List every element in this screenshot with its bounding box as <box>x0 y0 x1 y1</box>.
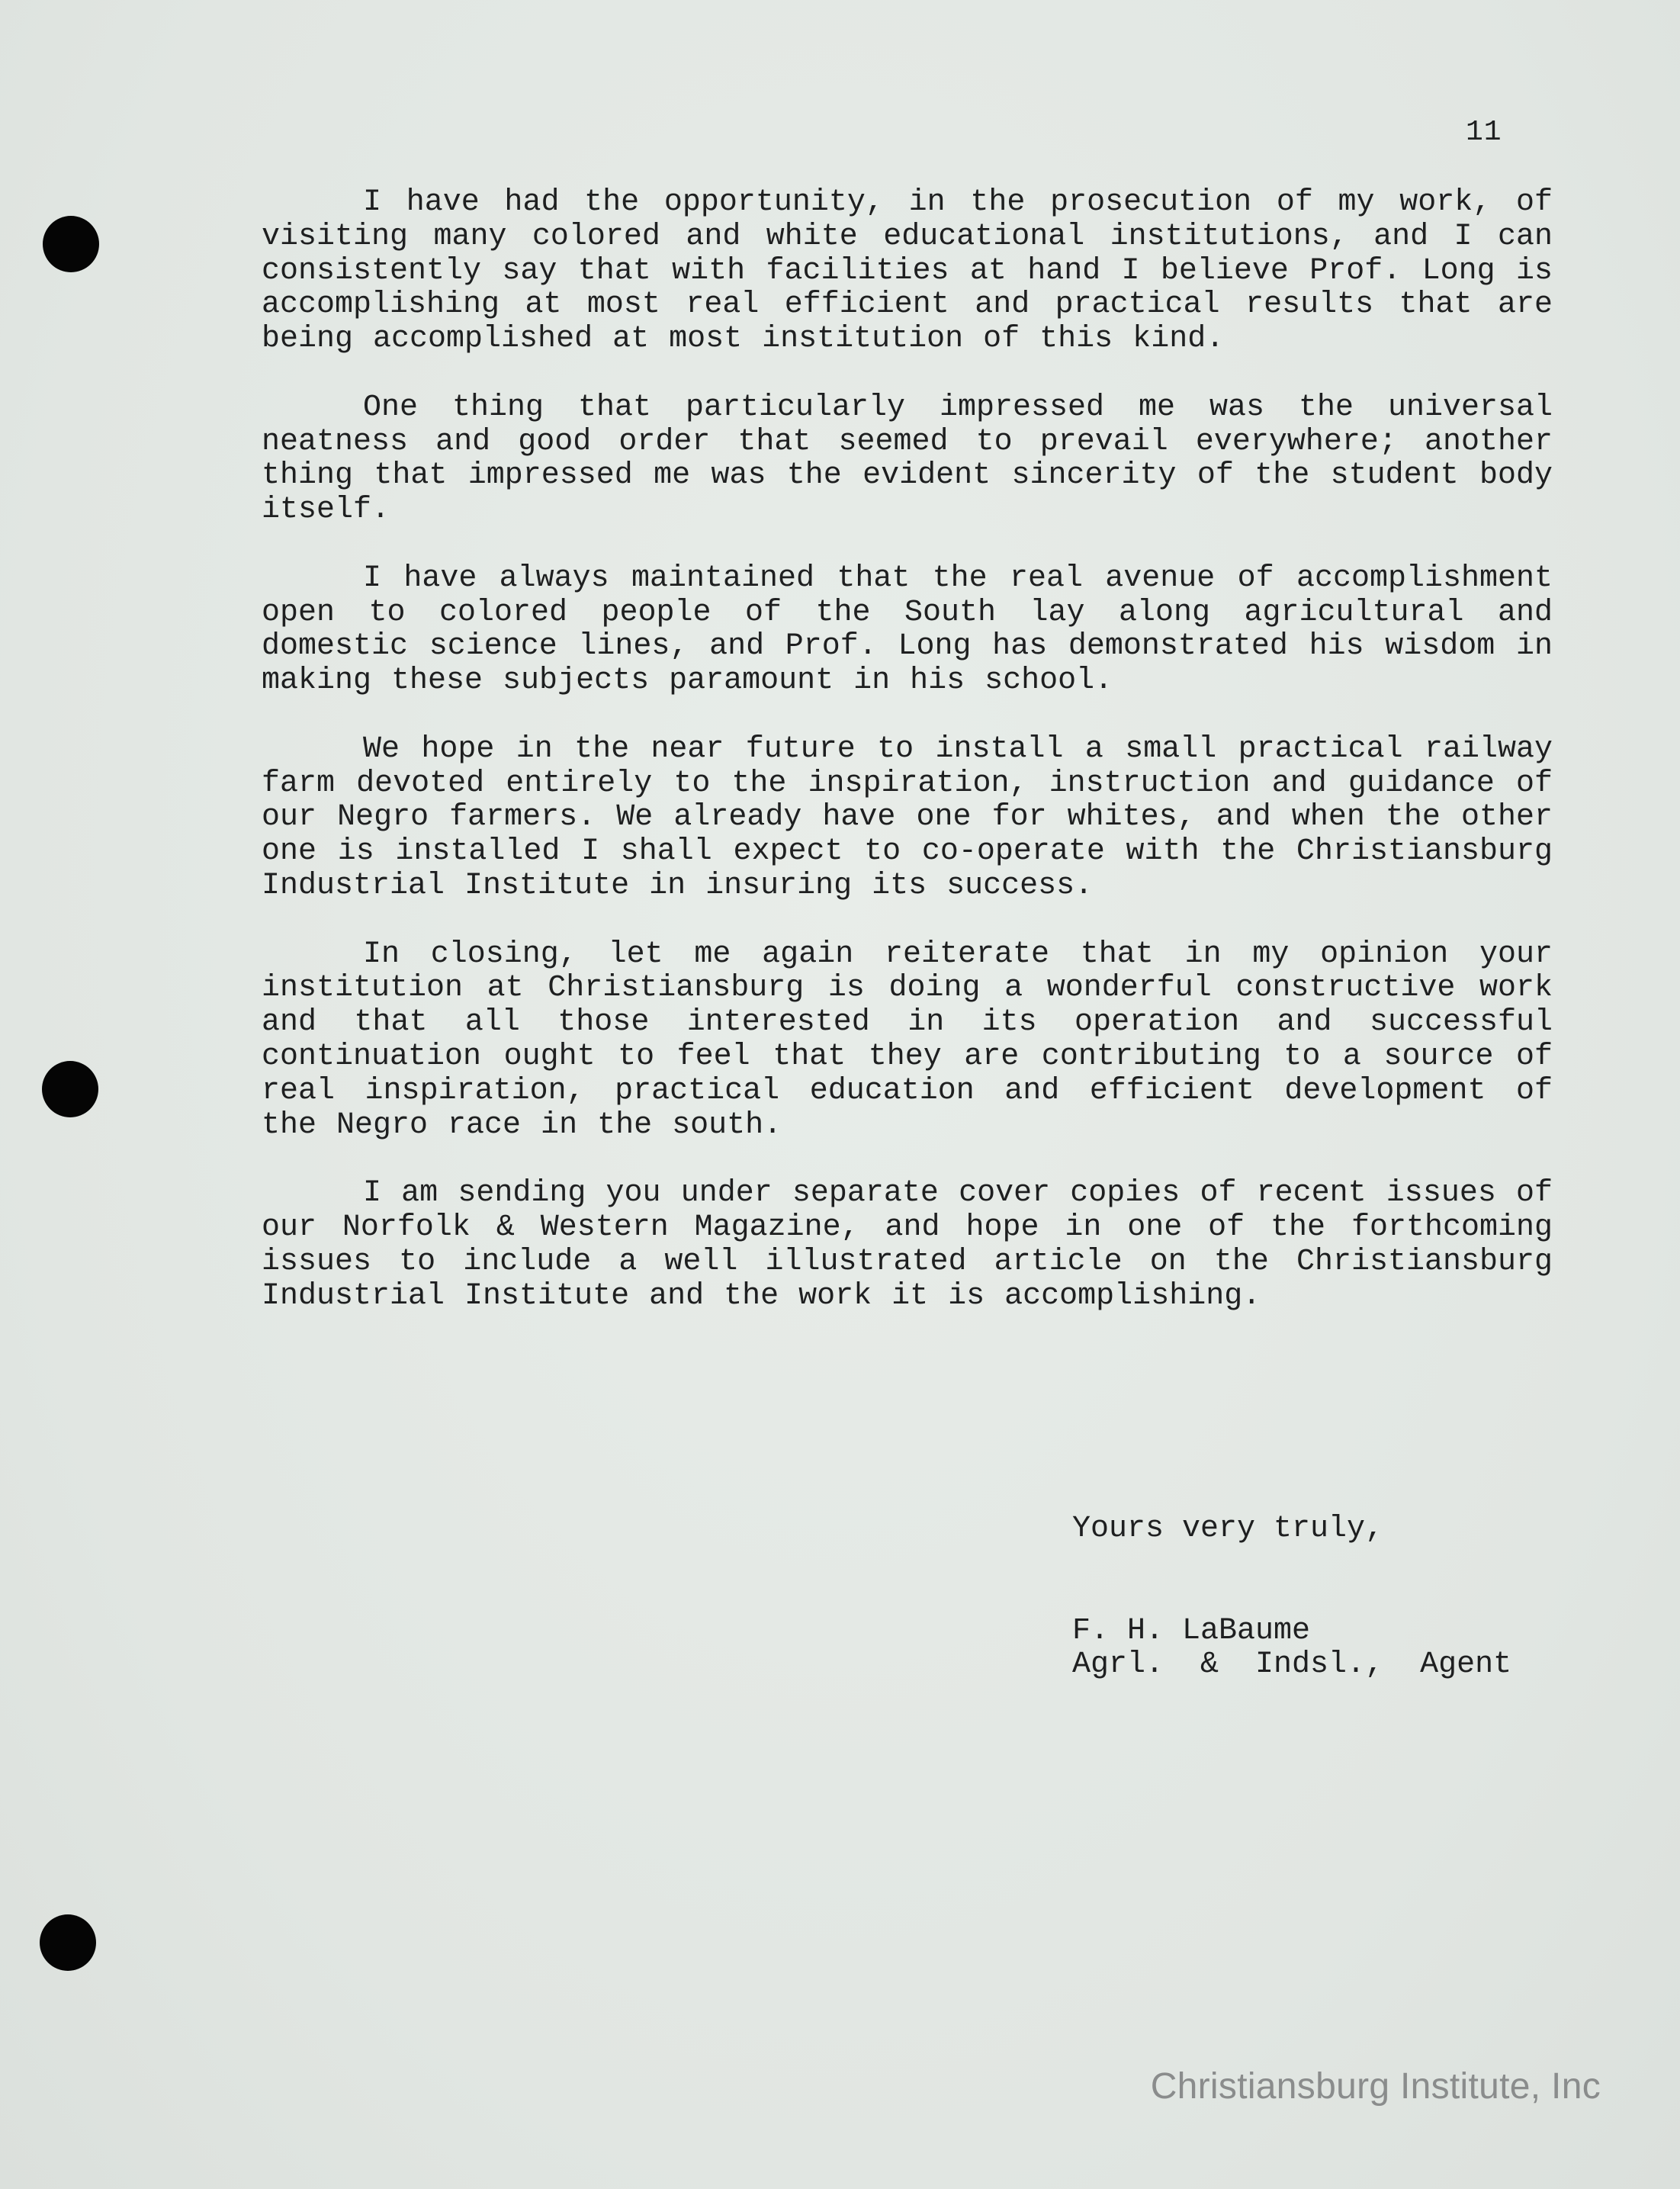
letter-body <box>262 186 1553 1348</box>
signer-title: Agrl. & Indsl., Agent <box>1072 1647 1512 1682</box>
punch-hole-top <box>43 216 99 272</box>
paragraph-neatness: One thing that particularly impressed me was the universal neatness and good order that seemed to prevail everywhere; another thing that impressed me was the evident sincerity of the student body itself. <box>262 390 1553 528</box>
punch-hole-middle <box>42 1061 98 1117</box>
punch-hole-bottom <box>40 1914 96 1971</box>
page-number: 11 <box>1466 116 1502 149</box>
paragraph-closing-remarks: In closing, let me again reiterate that in my opinion your institution at Christiansburg is doing a wonderful constructive work and that all those interested in its operation and successful continuation ought to feel that they are contributing to a source of real inspiration, practical education and efficient development of the Negro race in the south. <box>262 937 1553 1143</box>
paragraph-opportunity: I have had the opportunity, in the prosecution of my work, of visiting many colored and white educational institutions, and I can consistently say that with facilities at hand I believe Prof. Long is accomplishing at most real efficient and practical results that are being accomplished at most institution of this kind. <box>262 185 1553 357</box>
signer-name: F. H. LaBaume <box>1072 1614 1311 1648</box>
archive-watermark: Christiansburg Institute, Inc <box>1150 2066 1601 2107</box>
paragraph-agriculture: I have always maintained that the real avenue of accomplishment open to colored people of the South lay along agricultural and domestic science lines, and Prof. Long has demonstrated his wisdom in making these subjects paramount in his school. <box>262 561 1553 699</box>
paragraph-magazine: I am sending you under separate cover copies of recent issues of our Norfolk & Western Magazine, and hope in one of the forthcoming issues to include a well illustrated article on the Christiansburg Industrial Institute and the work it is accomplishing. <box>262 1176 1553 1313</box>
closing-salutation: Yours very truly, <box>1072 1512 1384 1546</box>
paragraph-railway-farm: We hope in the near future to install a small practical railway farm devoted entirely to the inspiration, instruction and guidance of our Negro farmers. We already have one for whites, and when the other one is installed I shall expect to co-operate with the Christiansburg Industrial Institute in insuring its success. <box>262 731 1553 903</box>
